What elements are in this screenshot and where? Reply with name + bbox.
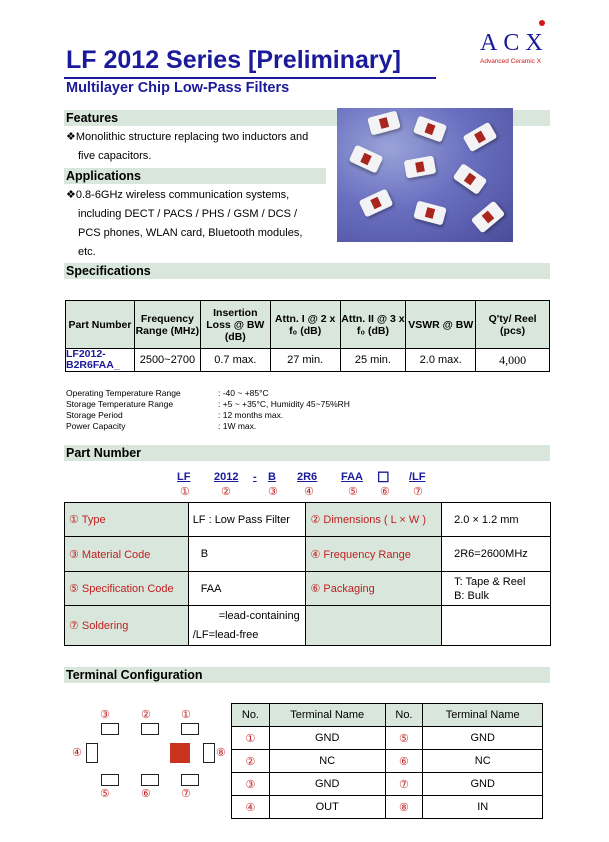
col-part-number: Part Number xyxy=(66,301,135,349)
part-number-heading: Part Number xyxy=(66,446,142,460)
table-row xyxy=(65,572,551,606)
spec-data-row xyxy=(66,349,550,372)
spec-header-row xyxy=(66,301,550,349)
table-row xyxy=(65,537,551,572)
terminal-name: GND xyxy=(269,727,385,750)
terminal-pad-7 xyxy=(181,774,199,786)
terminal-header-row xyxy=(232,704,543,727)
dimensions-value: 2.0 × 1.2 mm xyxy=(442,503,551,537)
pin-label-1: ① xyxy=(181,709,191,721)
condition-value: : 12 months max. xyxy=(218,410,284,420)
terminal-pad-2 xyxy=(141,723,159,735)
code-index-4: ④ xyxy=(304,486,314,498)
cell-part-number xyxy=(66,349,135,372)
code-packaging: ☐ xyxy=(377,469,390,485)
terminal-number: ② xyxy=(232,750,270,773)
cell-insertion-loss: 0.7 max. xyxy=(200,349,270,372)
terminal-name: OUT xyxy=(269,796,385,819)
pin-label-2: ② xyxy=(141,709,151,721)
code-dash: - xyxy=(253,471,257,483)
chip-image xyxy=(349,145,384,174)
code-index-2: ② xyxy=(221,486,231,498)
packaging-value-1: T: Tape & Reel xyxy=(454,575,526,588)
features-heading: Features xyxy=(66,111,119,125)
applications-line-1: ❖0.8-6GHz wireless communication systems, xyxy=(66,189,290,201)
specifications-heading: Specifications xyxy=(66,264,151,278)
terminal-name: GND xyxy=(269,773,385,796)
terminal-name: NC xyxy=(269,750,385,773)
code-type: LF xyxy=(177,471,191,483)
chip-image xyxy=(463,122,498,153)
code-specification: FAA xyxy=(341,471,363,483)
terminal-number: ⑥ xyxy=(385,750,423,773)
terminal-pad-6 xyxy=(141,774,159,786)
logo-text: ACX xyxy=(480,30,549,56)
packaging-value-2: B: Bulk xyxy=(454,589,489,602)
part-number-table xyxy=(64,502,551,646)
specifications-heading-bar xyxy=(64,263,550,279)
col-frequency-range: Frequency Range (MHz) xyxy=(134,301,200,349)
soldering-label: ⑦ Soldering xyxy=(65,606,189,646)
code-frequency: 2R6 xyxy=(297,471,318,483)
soldering-value xyxy=(188,606,306,646)
logo-dot xyxy=(539,20,545,26)
terminal-name: GND xyxy=(423,727,543,750)
material-label: ③ Material Code xyxy=(65,537,189,572)
pin-label-6: ⑥ xyxy=(141,788,151,800)
table-row xyxy=(232,796,543,819)
terminal-number: ① xyxy=(232,727,270,750)
terminal-heading-bar xyxy=(64,667,550,683)
pin-label-3: ③ xyxy=(100,709,110,721)
col-no: No. xyxy=(385,704,423,727)
chip-image xyxy=(471,200,506,233)
terminal-pad-1 xyxy=(181,723,199,735)
table-row xyxy=(232,773,543,796)
page-subtitle: Multilayer Chip Low-Pass Filters xyxy=(66,80,290,96)
code-index-5: ⑤ xyxy=(348,486,358,498)
col-terminal-name: Terminal Name xyxy=(423,704,543,727)
pin-label-5: ⑤ xyxy=(100,788,110,800)
features-line-2: five capacitors. xyxy=(78,150,152,162)
cell-attn-1: 27 min. xyxy=(270,349,340,372)
specification-code-value: FAA xyxy=(188,572,306,606)
applications-heading: Applications xyxy=(66,169,142,183)
code-index-3: ③ xyxy=(268,486,278,498)
col-qty-reel: Q'ty/ Reel (pcs) xyxy=(476,301,550,349)
terminal-number: ③ xyxy=(232,773,270,796)
applications-line-3: PCS phones, WLAN card, Bluetooth modules, xyxy=(78,227,303,239)
pin-label-8: ⑧ xyxy=(216,747,226,759)
terminal-diagram xyxy=(70,700,230,810)
terminal-number: ⑧ xyxy=(385,796,423,819)
applications-line-2: including DECT / PACS / PHS / GSM / DCS / xyxy=(78,208,298,220)
part-number-heading-bar xyxy=(64,445,550,461)
chip-image xyxy=(413,200,447,225)
terminal-name: IN xyxy=(423,796,543,819)
cell-attn-2: 25 min. xyxy=(340,349,406,372)
col-insertion-loss: Insertion Loss @ BW (dB) xyxy=(200,301,270,349)
chip-image xyxy=(453,163,488,195)
center-pad xyxy=(170,743,190,763)
frequency-range-value: 2R6=2600MHz xyxy=(442,537,551,572)
condition-value: : +5 ~ +35°C, Humidity 45~75%RH xyxy=(218,399,350,409)
terminal-heading: Terminal Configuration xyxy=(66,668,203,682)
condition-label: Operating Temperature Range xyxy=(66,388,181,398)
code-soldering: /LF xyxy=(409,471,426,483)
frequency-range-label: ④ Frequency Range xyxy=(306,537,442,572)
col-vswr: VSWR @ BW xyxy=(406,301,476,349)
code-material: B xyxy=(268,471,276,483)
condition-label: Storage Temperature Range xyxy=(66,399,174,409)
packaging-label: ⑥ Packaging xyxy=(306,572,442,606)
col-no: No. xyxy=(232,704,270,727)
cell-vswr: 2.0 max. xyxy=(406,349,476,372)
terminal-pad-5 xyxy=(101,774,119,786)
type-value: LF : Low Pass Filter xyxy=(188,503,306,537)
empty-label-cell xyxy=(306,606,442,646)
table-row xyxy=(232,750,543,773)
condition-label: Power Capacity xyxy=(66,421,126,431)
code-index-7: ⑦ xyxy=(413,486,423,498)
chip-image xyxy=(367,110,401,135)
soldering-value-1: =lead-containing xyxy=(218,609,300,622)
soldering-value-2: /LF=lead-free xyxy=(192,628,259,641)
terminal-name: NC xyxy=(423,750,543,773)
chip-image xyxy=(413,115,447,142)
part-number-line-1: LF2012- xyxy=(66,348,106,360)
condition-value: : 1W max. xyxy=(218,421,257,431)
table-row xyxy=(65,503,551,537)
terminal-number: ⑤ xyxy=(385,727,423,750)
features-line-1: ❖Monolithic structure replacing two inductors and xyxy=(66,131,309,143)
logo-subtext: Advanced Ceramic X xyxy=(480,58,542,65)
chip-image xyxy=(359,189,394,218)
code-dimensions: 2012 xyxy=(214,471,239,483)
col-terminal-name: Terminal Name xyxy=(269,704,385,727)
code-index-1: ① xyxy=(180,486,190,498)
terminal-name: GND xyxy=(423,773,543,796)
specifications-table xyxy=(65,300,550,372)
terminal-pad-3 xyxy=(101,723,119,735)
table-row xyxy=(232,727,543,750)
terminal-pad-4 xyxy=(86,743,98,763)
applications-line-4: etc. xyxy=(78,246,96,258)
col-attn-1: Attn. I @ 2 x f₀ (dB) xyxy=(270,301,340,349)
part-number-line-2: B2R6FAA_ xyxy=(66,359,120,371)
material-value: B xyxy=(188,537,306,572)
pin-label-4: ④ xyxy=(72,747,82,759)
code-index-6: ⑥ xyxy=(380,486,390,498)
product-photo xyxy=(337,108,513,242)
table-row xyxy=(65,606,551,646)
applications-heading-bar xyxy=(64,168,326,184)
title-underline xyxy=(64,77,436,79)
acx-logo xyxy=(478,28,568,72)
terminal-number: ④ xyxy=(232,796,270,819)
col-attn-2: Attn. II @ 3 x f₀ (dB) xyxy=(340,301,406,349)
chip-image xyxy=(404,156,437,179)
terminal-number: ⑦ xyxy=(385,773,423,796)
condition-value: : -40 ~ +85°C xyxy=(218,388,269,398)
terminal-table xyxy=(231,703,543,819)
cell-qty: 4,000 xyxy=(476,349,550,372)
type-label: ① Type xyxy=(65,503,189,537)
pin-label-7: ⑦ xyxy=(181,788,191,800)
condition-label: Storage Period xyxy=(66,410,123,420)
empty-value-cell xyxy=(442,606,551,646)
cell-frequency: 2500~2700 xyxy=(134,349,200,372)
page-title: LF 2012 Series [Preliminary] xyxy=(66,46,401,74)
specification-code-label: ⑤ Specification Code xyxy=(65,572,189,606)
packaging-value xyxy=(442,572,551,606)
terminal-pad-8 xyxy=(203,743,215,763)
dimensions-label: ② Dimensions ( L × W ) xyxy=(306,503,442,537)
